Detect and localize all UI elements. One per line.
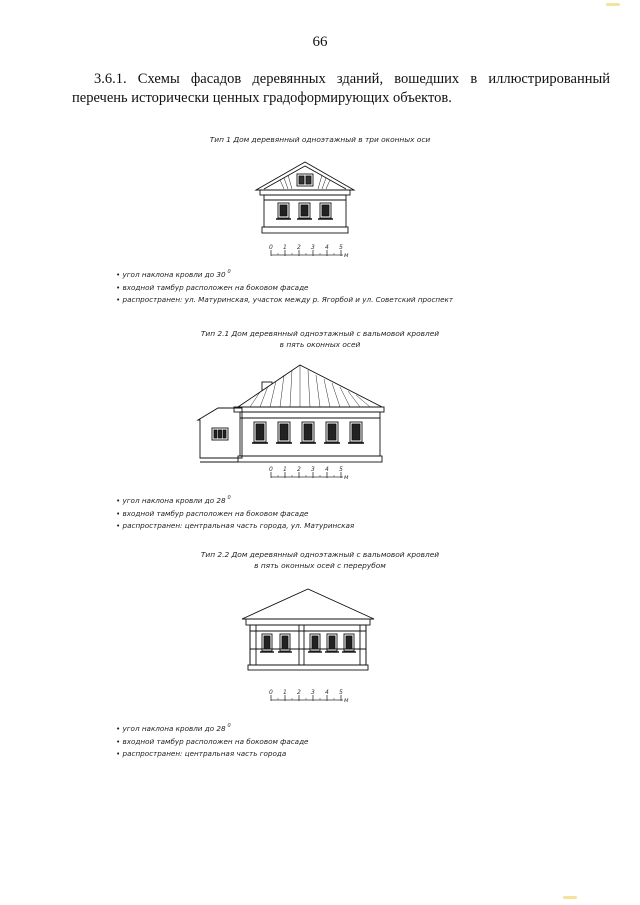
type1-facade-drawing	[250, 160, 360, 240]
type2-2-facade-drawing	[238, 585, 378, 673]
bullet-text: угол наклона кровли до 28	[122, 724, 226, 733]
type2-1-caption-line: Тип 2.1 Дом деревянный одноэтажный с вальмовой кровлей	[200, 329, 440, 338]
page-number: 66	[312, 34, 328, 50]
scale-tick-label: 2	[297, 689, 301, 696]
list-item	[116, 294, 453, 307]
bullet-text: распространен: центральная часть города	[122, 749, 287, 758]
scale-tick-label: 1	[283, 689, 287, 696]
bullet-text: угол наклона кровли до 28	[122, 496, 226, 505]
type2-2-scale-bar	[268, 688, 350, 704]
type2-1-caption-line: в пять оконных осей	[279, 340, 361, 349]
type1-caption-line: Тип 1 Дом деревянный одноэтажный в три оконных оси	[209, 135, 431, 144]
scale-tick-label: 5	[339, 466, 343, 473]
scale-tick-label: 4	[325, 466, 329, 473]
scale-tick-label: 3	[311, 244, 315, 251]
list-item	[116, 736, 308, 749]
scale-tick-label: 5	[339, 244, 343, 251]
scale-tick-label: 2	[297, 466, 301, 473]
scale-unit: м	[344, 474, 349, 481]
scale-tick-label: 0	[269, 466, 273, 473]
list-item	[116, 720, 308, 736]
scale-tick-label: 2	[297, 244, 301, 251]
list-item	[116, 282, 453, 295]
bullet-text: входной тамбур расположен на боковом фасаде	[122, 736, 309, 746]
scale-tick-label: 1	[283, 244, 287, 251]
bullet-text: распространен: ул. Матуринская, участок между р. Ягорбой и ул. Советский проспект	[122, 295, 454, 304]
type2-1-bullet-list	[116, 492, 354, 533]
scale-tick-label: 1	[283, 466, 287, 473]
scale-unit: м	[344, 252, 349, 259]
section-heading: 3.6.1. Схемы фасадов деревянных зданий, вошедших в иллюстрированный перечень исторически ценных градоформирующих объектов.	[72, 71, 610, 106]
type2-1-caption	[0, 328, 640, 350]
scale-unit: м	[344, 697, 349, 704]
type1-caption	[0, 134, 640, 145]
bullet-text: входной тамбур расположен на боковом фасаде	[122, 508, 309, 518]
degree-sup: 0	[227, 495, 231, 501]
scale-tick-label: 0	[269, 689, 273, 696]
scale-tick-label: 0	[269, 244, 273, 251]
type1-scale-bar	[268, 243, 350, 259]
degree-sup: 0	[227, 723, 231, 729]
scan-mark	[563, 896, 577, 899]
type2-2-caption-line: Тип 2.2 Дом деревянный одноэтажный с вальмовой кровлей	[200, 550, 440, 559]
type2-1-facade-drawing	[190, 362, 390, 466]
scale-tick-label: 4	[325, 244, 329, 251]
scan-mark	[606, 3, 620, 6]
bullet-text: распространен: центральная часть города, ул. Матуринская	[122, 521, 355, 530]
list-item	[116, 748, 308, 761]
scale-tick-label: 5	[339, 689, 343, 696]
list-item	[116, 520, 354, 533]
type2-1-scale-bar	[268, 465, 350, 481]
bullet-text: угол наклона кровли до 30	[122, 270, 226, 279]
scale-tick-label: 3	[311, 466, 315, 473]
type2-2-caption	[0, 549, 640, 571]
type2-2-caption-line: в пять оконных осей с перерубом	[254, 561, 386, 570]
type1-bullet-list	[116, 266, 453, 307]
scale-tick-label: 4	[325, 689, 329, 696]
list-item	[116, 492, 354, 508]
scale-tick-label: 3	[311, 689, 315, 696]
type2-2-bullet-list	[116, 720, 308, 761]
list-item	[116, 266, 453, 282]
list-item	[116, 508, 354, 521]
degree-sup: 0	[227, 269, 231, 275]
bullet-text: входной тамбур расположен на боковом фасаде	[122, 282, 309, 292]
